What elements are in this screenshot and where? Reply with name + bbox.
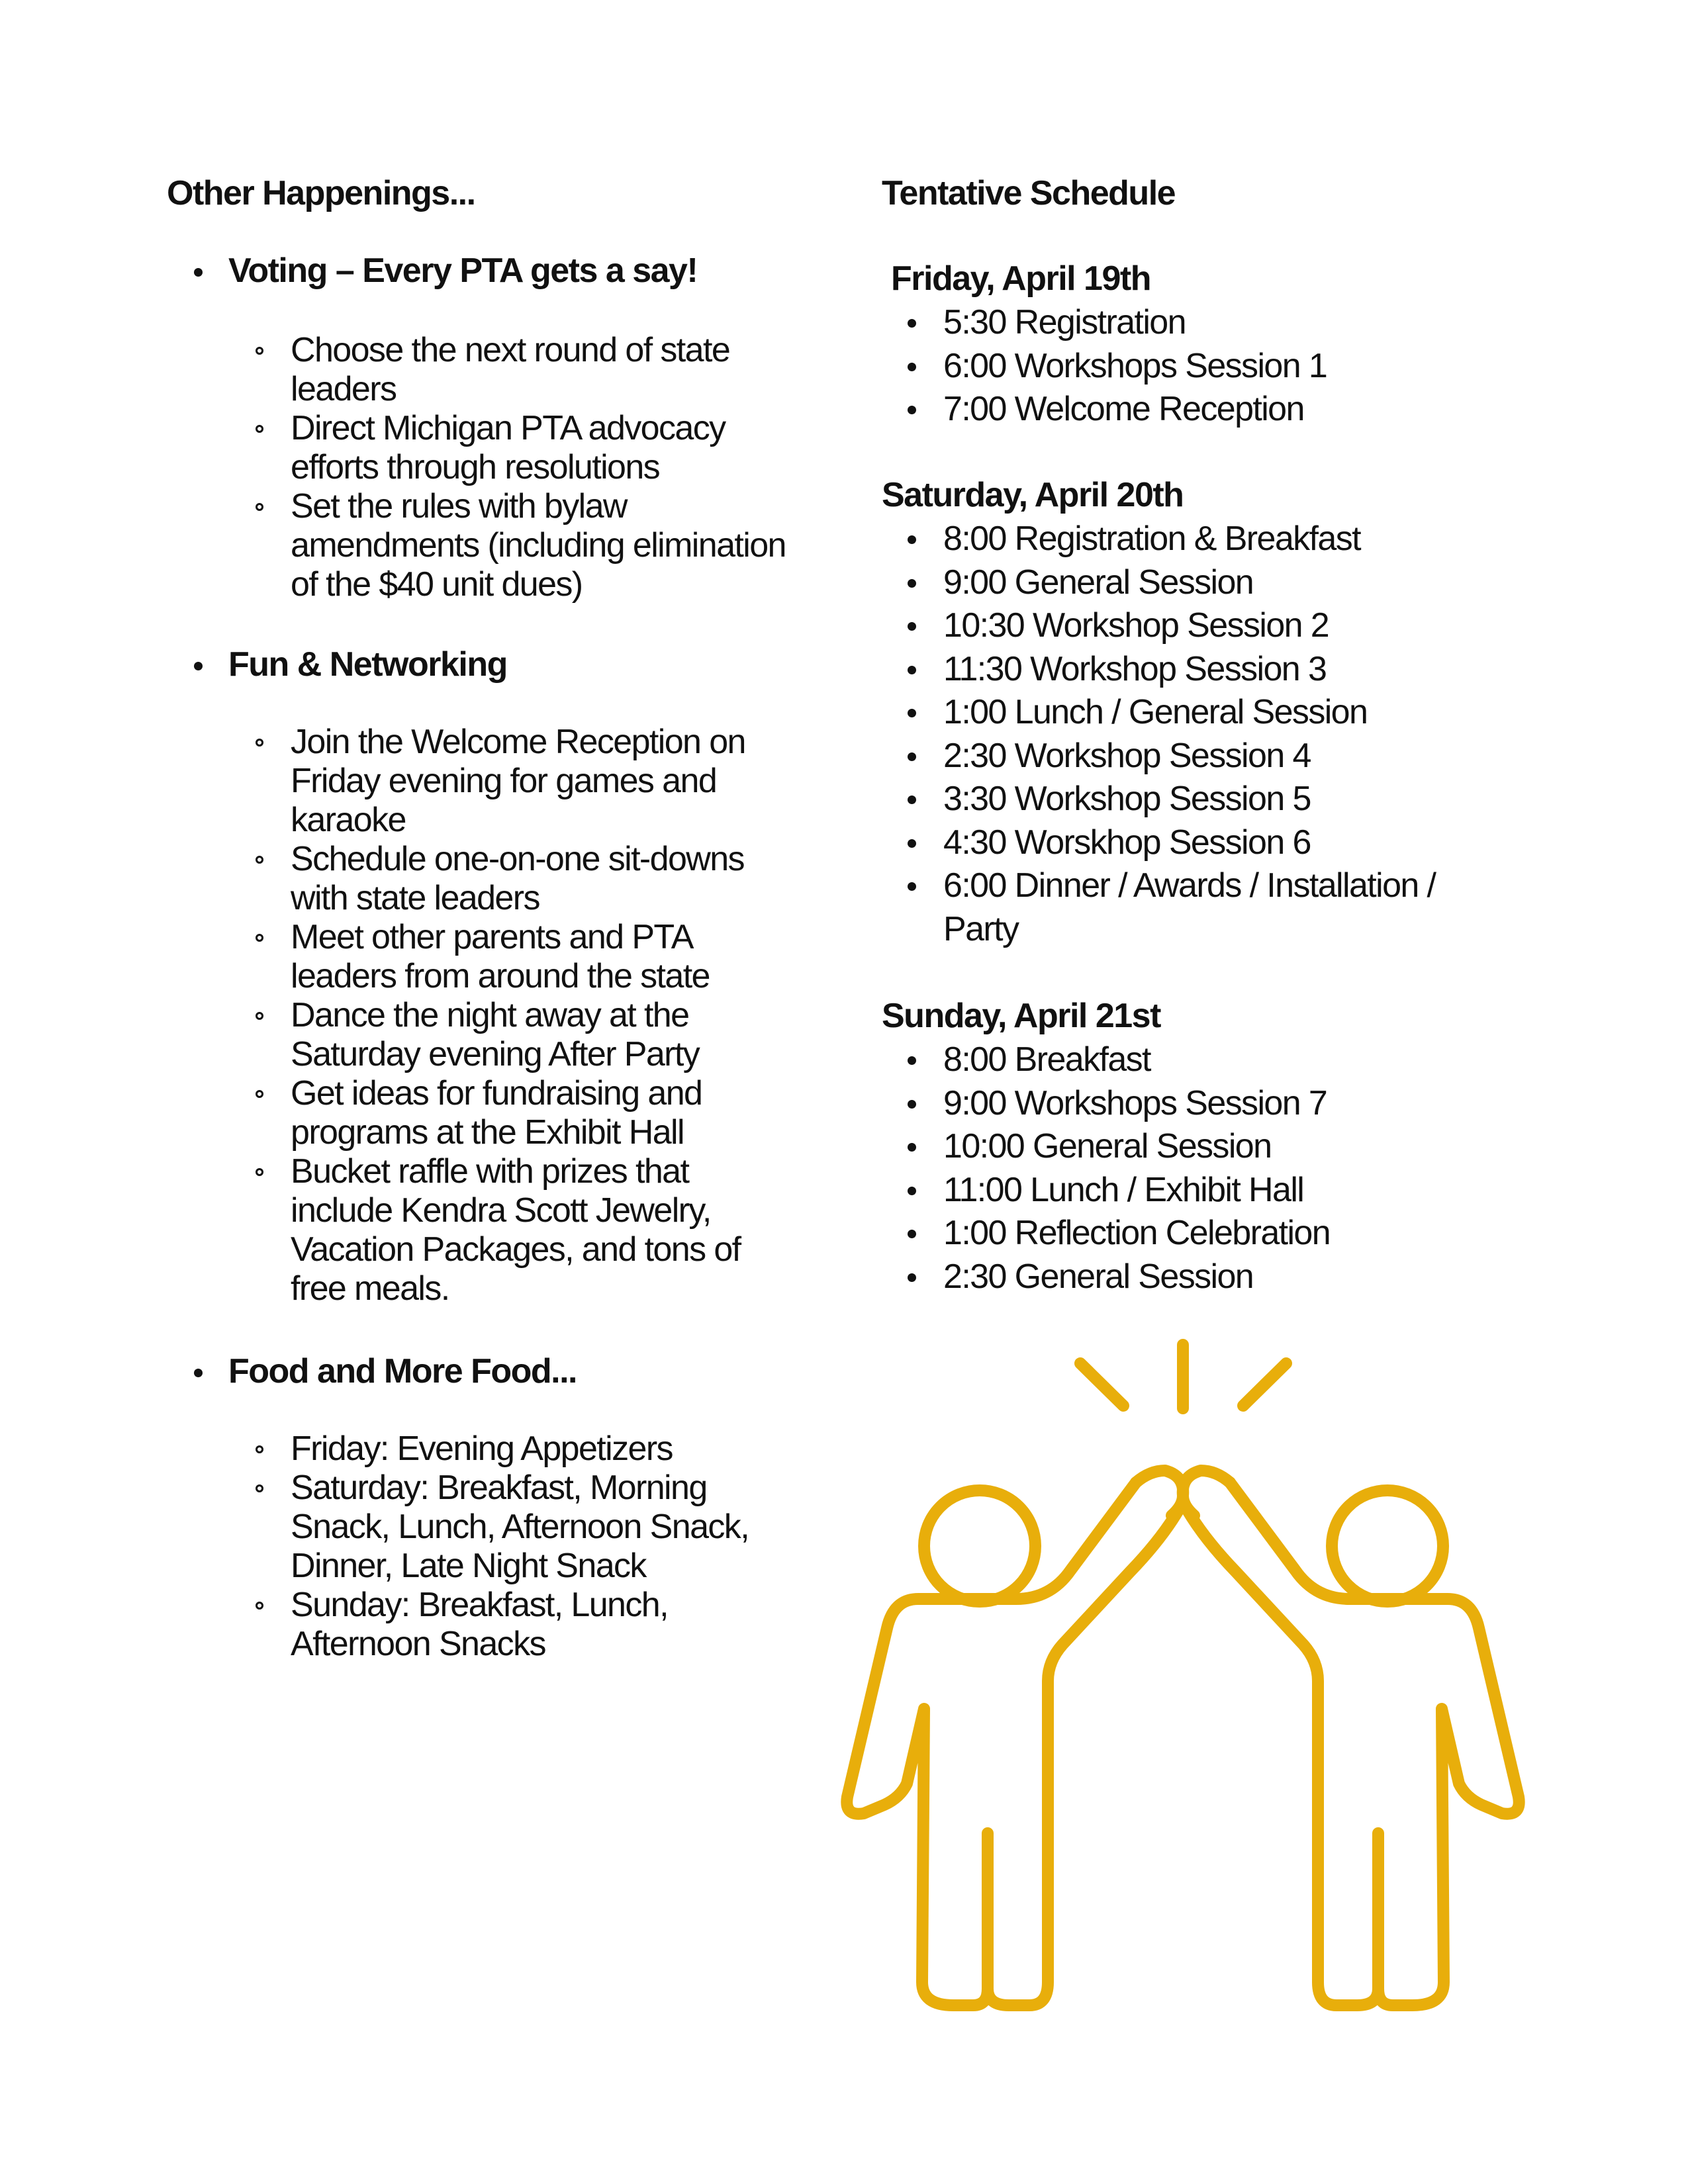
list-item: Dance the night away at the Saturday evening After Party [291, 996, 754, 1074]
saturday-heading: Saturday, April 20th [882, 476, 1184, 514]
food-section-label: Food and More Food... [228, 1352, 577, 1390]
schedule-item: 5:30 Registration [943, 301, 1486, 345]
sunday-schedule [943, 1038, 1486, 1298]
list-item: Direct Michigan PTA advocacy efforts through resolutions [291, 409, 780, 487]
tentative-schedule-heading: Tentative Schedule [882, 174, 1176, 212]
schedule-item: 1:00 Lunch / General Session [943, 691, 1486, 735]
list-item: Sunday: Breakfast, Lunch, Afternoon Snacks [291, 1586, 741, 1664]
schedule-item: 3:30 Workshop Session 5 [943, 778, 1486, 821]
friday-schedule [943, 301, 1486, 432]
list-item: Friday: Evening Appetizers [291, 1430, 794, 1469]
list-item: Schedule one-on-one sit-downs with state leaders [291, 840, 794, 918]
other-happenings-heading: Other Happenings... [167, 174, 475, 212]
schedule-item: 11:00 Lunch / Exhibit Hall [943, 1169, 1486, 1212]
right-head-icon [1332, 1490, 1443, 1602]
voting-list [291, 331, 807, 604]
schedule-item: 2:30 General Session [943, 1255, 1486, 1299]
schedule-item: 10:00 General Session [943, 1125, 1486, 1169]
left-head-icon [924, 1490, 1035, 1602]
right-figure-icon [1183, 1482, 1519, 2005]
left-hand-icon [1136, 1471, 1183, 1516]
schedule-item: 6:00 Workshops Session 1 [943, 345, 1486, 388]
schedule-item: 11:30 Workshop Session 3 [943, 648, 1486, 692]
left-figure-icon [847, 1482, 1183, 2005]
food-list [291, 1430, 794, 1664]
list-item: Choose the next round of state leaders [291, 331, 780, 409]
schedule-item: 1:00 Reflection Celebration [943, 1212, 1486, 1255]
list-item: Join the Welcome Reception on Friday evening for games and karaoke [291, 723, 794, 840]
schedule-item: 9:00 Workshops Session 7 [943, 1082, 1486, 1126]
fun-networking-list [291, 723, 794, 1308]
high-five-icon [827, 1324, 1542, 2025]
voting-section-label: Voting – Every PTA gets a say! [228, 251, 698, 290]
sunday-heading: Sunday, April 21st [882, 997, 1160, 1035]
schedule-item: 9:00 General Session [943, 561, 1486, 605]
schedule-item: 7:00 Welcome Reception [943, 388, 1486, 432]
schedule-item: 2:30 Workshop Session 4 [943, 735, 1486, 778]
schedule-item: 8:00 Breakfast [943, 1038, 1486, 1082]
burst-line-icon [1243, 1363, 1286, 1406]
fun-networking-section-label: Fun & Networking [228, 645, 507, 684]
list-item: Get ideas for fundraising and programs at the Exhibit Hall [291, 1074, 780, 1152]
list-item: Bucket raffle with prizes that include Kendra Scott Jewelry, Vacation Packages, and tons of free meals. [291, 1152, 794, 1308]
list-item: Saturday: Breakfast, Morning Snack, Lunch, Afternoon Snack, Dinner, Late Night Snack [291, 1469, 794, 1586]
schedule-item: 6:00 Dinner / Awards / Installation / Party [943, 864, 1473, 951]
right-hand-icon [1183, 1471, 1230, 1516]
saturday-schedule [943, 518, 1486, 951]
friday-heading: Friday, April 19th [891, 259, 1150, 298]
burst-line-icon [1080, 1363, 1123, 1406]
list-item: Meet other parents and PTA leaders from around the state [291, 918, 794, 996]
schedule-item: 4:30 Worskhop Session 6 [943, 821, 1486, 865]
schedule-item: 10:30 Workshop Session 2 [943, 604, 1486, 648]
schedule-item: 8:00 Registration & Breakfast [943, 518, 1486, 561]
list-item: Set the rules with bylaw amendments (including elimination of the $40 unit dues) [291, 487, 807, 604]
